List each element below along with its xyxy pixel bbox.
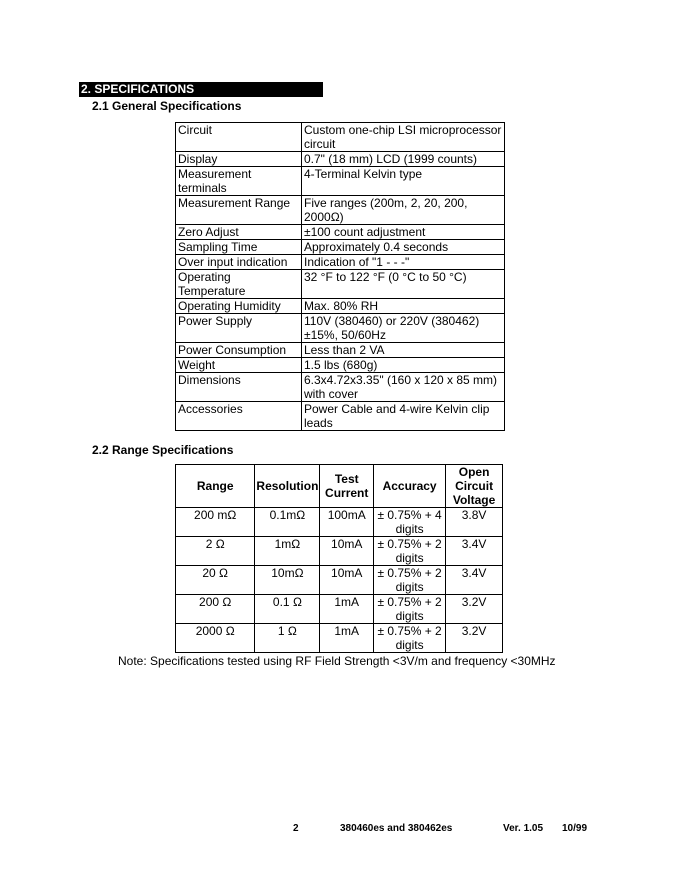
cell-open-circuit-voltage: 3.4V	[446, 537, 503, 566]
spec-label: Weight	[176, 358, 302, 373]
spec-label: Power Consumption	[176, 343, 302, 358]
spec-label: Power Supply	[176, 314, 302, 343]
spec-label: Dimensions	[176, 373, 302, 402]
col-header-resolution: Resolution	[255, 465, 320, 508]
table-row	[176, 508, 503, 537]
table-row	[176, 240, 505, 255]
cell-range: 20 Ω	[176, 566, 255, 595]
col-header-test-current: Test Current	[320, 465, 374, 508]
cell-test-current: 1mA	[320, 624, 374, 653]
cell-range: 2000 Ω	[176, 624, 255, 653]
table-row	[176, 152, 505, 167]
spec-value: 6.3x4.72x3.35" (160 x 120 x 85 mm) with cover	[302, 373, 505, 402]
table-row	[176, 167, 505, 196]
range-specs-heading: 2.2 Range Specifications	[92, 443, 234, 457]
range-specs-table	[175, 464, 503, 653]
cell-range: 200 mΩ	[176, 508, 255, 537]
col-header-open-circuit-voltage: Open Circuit Voltage	[446, 465, 503, 508]
spec-value: Custom one-chip LSI microprocessor circuit	[302, 123, 505, 152]
general-specs-heading: 2.1 General Specifications	[92, 99, 242, 113]
spec-value: 1.5 lbs (680g)	[302, 358, 505, 373]
cell-test-current: 100mA	[320, 508, 374, 537]
spec-value: Power Cable and 4-wire Kelvin clip leads	[302, 402, 505, 431]
spec-value: Max. 80% RH	[302, 299, 505, 314]
col-header-accuracy: Accuracy	[374, 465, 446, 508]
spec-value: ±100 count adjustment	[302, 225, 505, 240]
cell-resolution: 0.1 Ω	[255, 595, 320, 624]
general-specs-table	[175, 122, 505, 431]
cell-range: 200 Ω	[176, 595, 255, 624]
spec-label: Accessories	[176, 402, 302, 431]
spec-label: Display	[176, 152, 302, 167]
cell-accuracy: ± 0.75% + 4 digits	[374, 508, 446, 537]
cell-open-circuit-voltage: 3.2V	[446, 624, 503, 653]
table-row	[176, 595, 503, 624]
section-heading: 2. SPECIFICATIONS	[79, 82, 323, 97]
cell-resolution: 1 Ω	[255, 624, 320, 653]
table-row	[176, 314, 505, 343]
spec-value: Approximately 0.4 seconds	[302, 240, 505, 255]
cell-accuracy: ± 0.75% + 2 digits	[374, 537, 446, 566]
spec-label: Measurement terminals	[176, 167, 302, 196]
cell-range: 2 Ω	[176, 537, 255, 566]
spec-value: Less than 2 VA	[302, 343, 505, 358]
spec-value: 110V (380460) or 220V (380462) ±15%, 50/60Hz	[302, 314, 505, 343]
cell-accuracy: ± 0.75% + 2 digits	[374, 595, 446, 624]
cell-open-circuit-voltage: 3.4V	[446, 566, 503, 595]
spec-label: Operating Temperature	[176, 270, 302, 299]
col-header-range: Range	[176, 465, 255, 508]
footer-date: 10/99	[562, 823, 588, 834]
range-header-row	[176, 465, 503, 508]
table-row	[176, 343, 505, 358]
spec-label: Zero Adjust	[176, 225, 302, 240]
table-row	[176, 566, 503, 595]
spec-value: 4-Terminal Kelvin type	[302, 167, 505, 196]
spec-label: Operating Humidity	[176, 299, 302, 314]
footer-version: Ver. 1.05	[503, 823, 544, 834]
spec-value: Five ranges (200m, 2, 20, 200, 2000Ω)	[302, 196, 505, 225]
spec-value: Indication of "1 - - -"	[302, 255, 505, 270]
table-row	[176, 196, 505, 225]
cell-accuracy: ± 0.75% + 2 digits	[374, 624, 446, 653]
cell-resolution: 0.1mΩ	[255, 508, 320, 537]
cell-test-current: 10mA	[320, 566, 374, 595]
cell-test-current: 10mA	[320, 537, 374, 566]
cell-test-current: 1mA	[320, 595, 374, 624]
spec-label: Sampling Time	[176, 240, 302, 255]
footer-page-number: 2	[293, 823, 299, 834]
table-row	[176, 225, 505, 240]
spec-value: 0.7" (18 mm) LCD (1999 counts)	[302, 152, 505, 167]
table-row	[176, 624, 503, 653]
table-row	[176, 255, 505, 270]
cell-open-circuit-voltage: 3.2V	[446, 595, 503, 624]
table-row	[176, 402, 505, 431]
cell-resolution: 1mΩ	[255, 537, 320, 566]
table-row	[176, 270, 505, 299]
spec-label: Measurement Range	[176, 196, 302, 225]
table-row	[176, 373, 505, 402]
footer-model: 380460es and 380462es	[340, 823, 453, 834]
table-row	[176, 358, 505, 373]
spec-value: 32 °F to 122 °F (0 °C to 50 °C)	[302, 270, 505, 299]
spec-label: Over input indication	[176, 255, 302, 270]
specifications-note: Note: Specifications tested using RF Field Strength <3V/m and frequency <30MHz	[118, 654, 556, 668]
cell-open-circuit-voltage: 3.8V	[446, 508, 503, 537]
table-row	[176, 123, 505, 152]
table-row	[176, 299, 505, 314]
cell-resolution: 10mΩ	[255, 566, 320, 595]
spec-label: Circuit	[176, 123, 302, 152]
table-row	[176, 537, 503, 566]
cell-accuracy: ± 0.75% + 2 digits	[374, 566, 446, 595]
